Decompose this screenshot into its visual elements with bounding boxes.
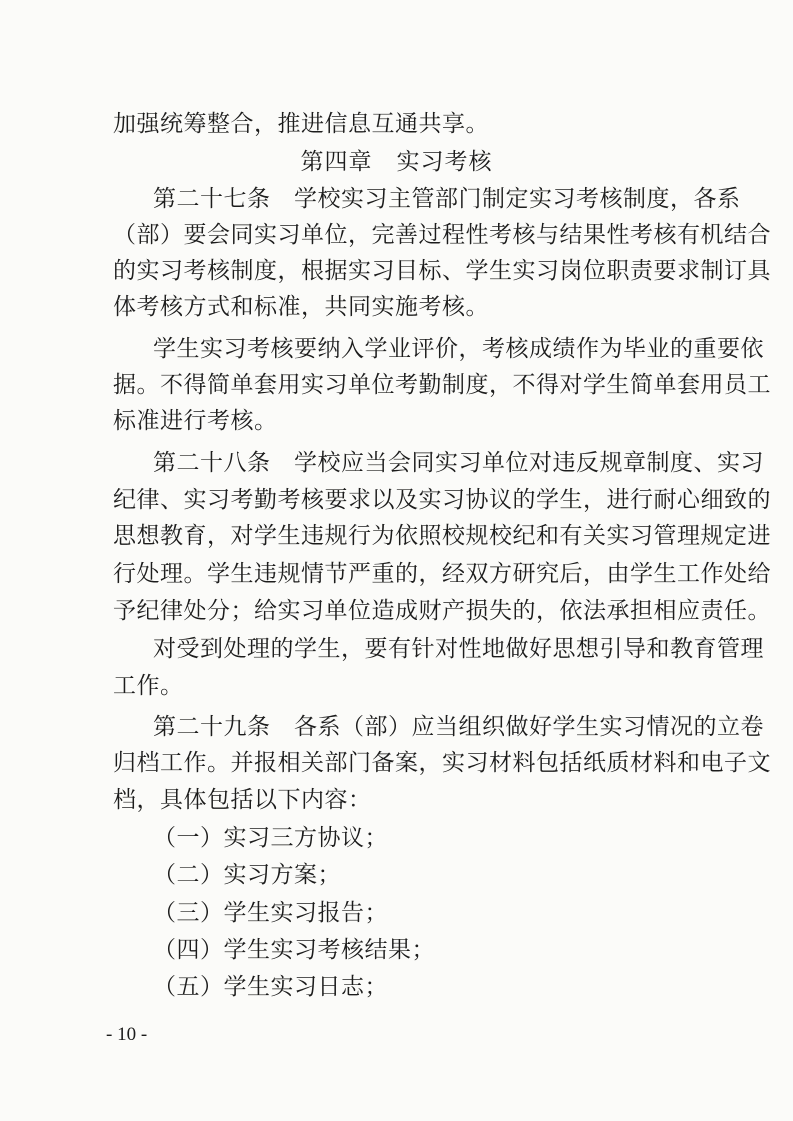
text-line: 体考核方式和标准，共同实施考核。 [113, 294, 489, 320]
text-line: 标准进行考核。 [113, 408, 278, 434]
text-line: 档，具体包括以下内容： [113, 787, 372, 813]
paragraph-line: 学生实习考核要纳入学业评价，考核成绩作为毕业的重要依 [153, 336, 764, 362]
list-item: （五）学生实习日志； [153, 974, 388, 1000]
text-line: 归档工作。并报相关部门备案，实习材料包括纸质材料和电子文 [113, 750, 771, 776]
text-line: 的实习考核制度，根据实习目标、学生实习岗位职责要求制订具 [113, 258, 771, 284]
chapter-heading: 第四章 实习考核 [300, 149, 493, 175]
list-item: （四）学生实习考核结果； [153, 937, 435, 963]
article-28-line: 第二十八条 学校应当会同实习单位对违反规章制度、实习 [153, 450, 764, 476]
text-line: （部）要会同实习单位，完善过程性考核与结果性考核有机结合 [113, 222, 771, 248]
text-line: 工作。 [113, 673, 184, 699]
text-line: 纪律、实习考勤考核要求以及实习协议的学生，进行耐心细致的 [113, 487, 771, 513]
text-line: 予纪律处分；给实习单位造成财产损失的，依法承担相应责任。 [113, 598, 771, 624]
paragraph-line: 对受到处理的学生，要有针对性地做好思想引导和教育管理 [153, 636, 764, 662]
article-27-line: 第二十七条 学校实习主管部门制定实习考核制度，各系 [153, 186, 741, 212]
text-line: 加强统筹整合，推进信息互通共享。 [113, 111, 489, 137]
text-line: 思想教育，对学生违规行为依照校规校纪和有关实习管理规定进 [113, 523, 771, 549]
list-item: （二）实习方案； [153, 862, 341, 888]
list-item: （一）实习三方协议； [153, 825, 388, 851]
text-line: 行处理。学生违规情节严重的，经双方研究后，由学生工作处给 [113, 561, 771, 587]
list-item: （三）学生实习报告； [153, 900, 388, 926]
text-line: 据。不得简单套用实习单位考勤制度，不得对学生简单套用员工 [113, 372, 771, 398]
page-number: - 10 - [106, 1024, 148, 1045]
article-29-line: 第二十九条 各系（部）应当组织做好学生实习情况的立卷 [153, 714, 764, 740]
